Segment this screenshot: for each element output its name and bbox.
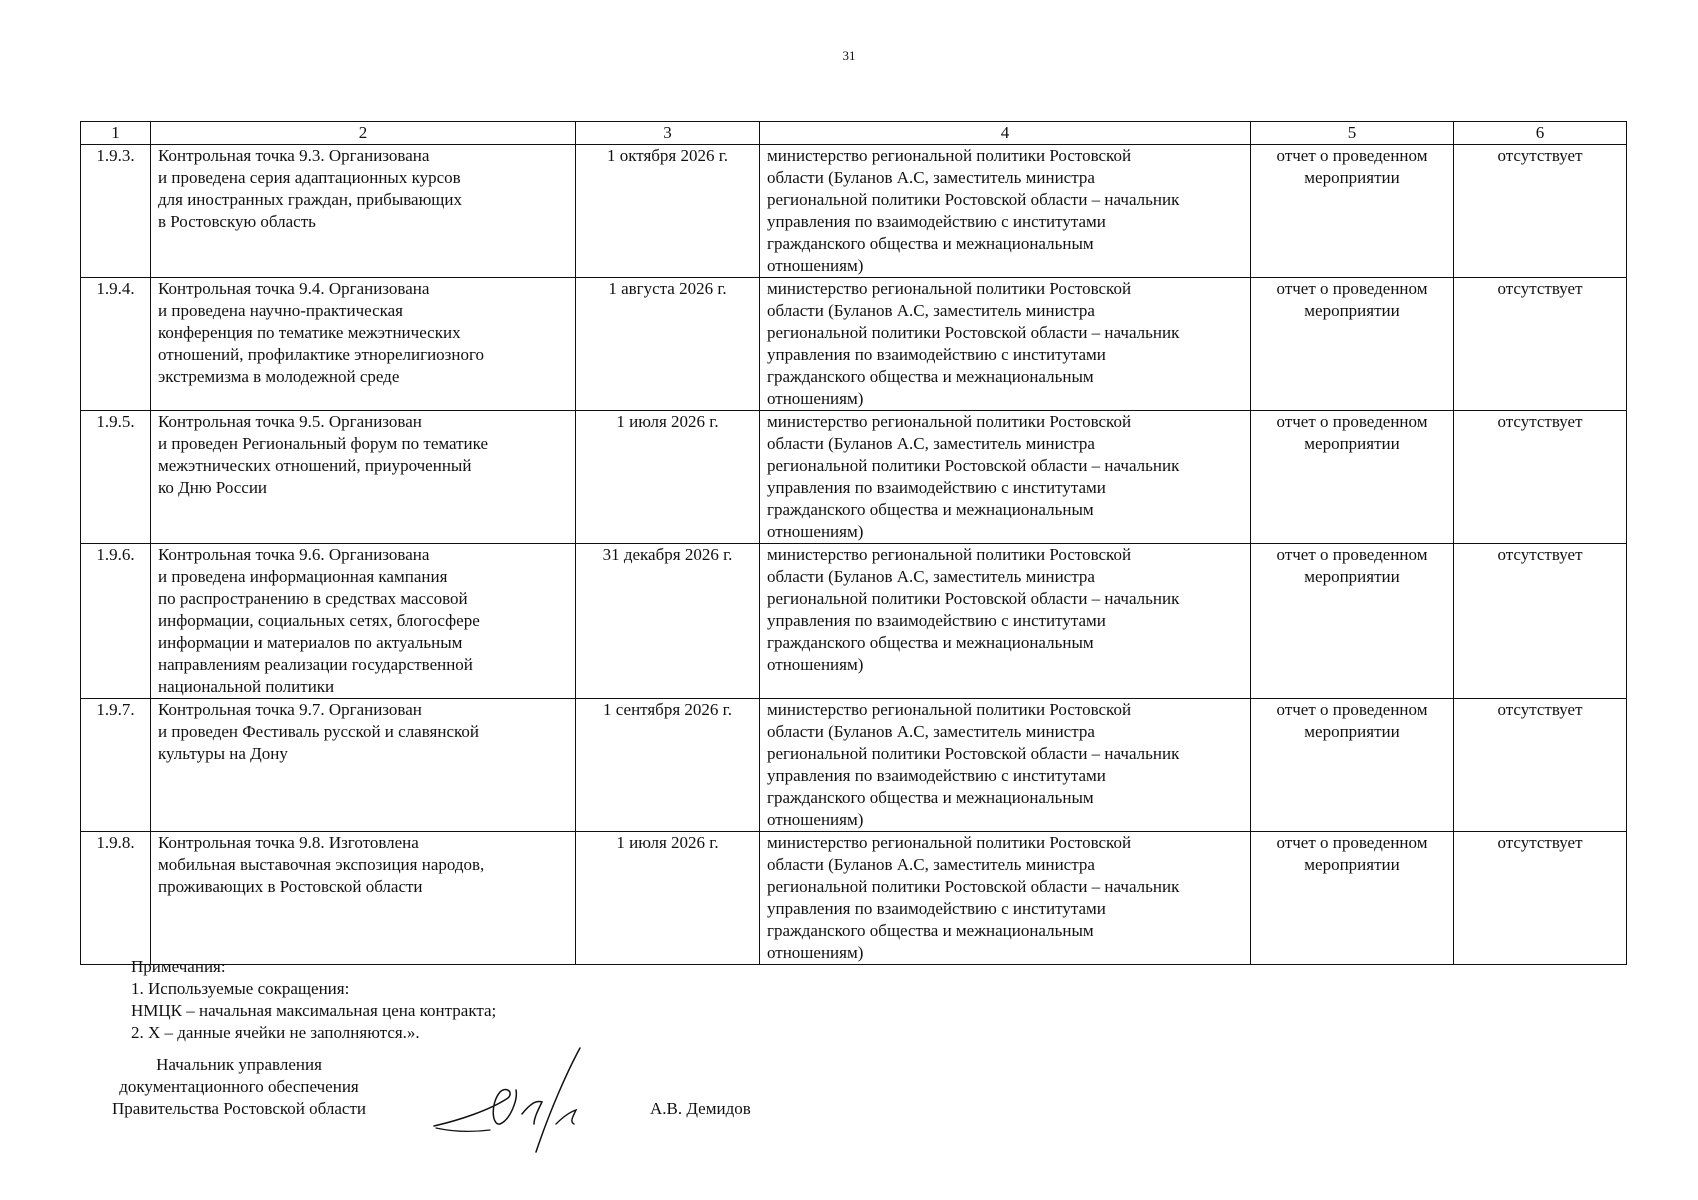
row-status: отсутствует [1454, 699, 1627, 832]
row-number: 1.9.8. [81, 832, 151, 965]
row-date: 1 августа 2026 г. [576, 278, 760, 411]
handwritten-signature [430, 1040, 650, 1160]
signer-position-line: Начальник управления [156, 1055, 322, 1074]
row-status: отсутствует [1454, 411, 1627, 544]
header-col-3: 3 [576, 122, 760, 145]
notes-line: 1. Используемые сокращения: [131, 979, 350, 998]
row-responsible: министерство региональной политики Ростовской области (Буланов А.С, заместитель министра региональной политики Ростовской области – начальник управления по взаимодействию с институтами гражданского общества и межнациональным отношениям) [760, 832, 1251, 965]
header-col-1: 1 [81, 122, 151, 145]
notes-line: НМЦК – начальная максимальная цена контракта; [131, 1001, 497, 1020]
row-date: 1 июля 2026 г. [576, 411, 760, 544]
header-col-4: 4 [760, 122, 1251, 145]
table-row [81, 145, 1627, 278]
row-number: 1.9.4. [81, 278, 151, 411]
row-description: Контрольная точка 9.6. Организована и проведена информационная кампания по распространению в средствах массовой информации, социальных сетях, блогосфере информации и материалов по актуальным направлениям реализации государственной национальной политики [151, 544, 576, 699]
row-document: отчет о проведенном мероприятии [1251, 699, 1454, 832]
header-col-2: 2 [151, 122, 576, 145]
row-responsible: министерство региональной политики Ростовской области (Буланов А.С, заместитель министра региональной политики Ростовской области – начальник управления по взаимодействию с институтами гражданского общества и межнациональным отношениям) [760, 278, 1251, 411]
row-description: Контрольная точка 9.7. Организован и проведен Фестиваль русской и славянской культуры на Дону [151, 699, 576, 832]
table-row [81, 278, 1627, 411]
row-responsible: министерство региональной политики Ростовской области (Буланов А.С, заместитель министра региональной политики Ростовской области – начальник управления по взаимодействию с институтами гражданского общества и межнациональным отношениям) [760, 411, 1251, 544]
signer-position-line: документационного обеспечения [119, 1077, 359, 1096]
row-document: отчет о проведенном мероприятии [1251, 278, 1454, 411]
row-status: отсутствует [1454, 832, 1627, 965]
notes-title: Примечания: [131, 957, 226, 976]
table-header-row [81, 122, 1627, 145]
row-description: Контрольная точка 9.8. Изготовлена мобильная выставочная экспозиция народов, проживающих в Ростовской области [151, 832, 576, 965]
row-date: 1 июля 2026 г. [576, 832, 760, 965]
table-row [81, 699, 1627, 832]
header-col-5: 5 [1251, 122, 1454, 145]
row-number: 1.9.7. [81, 699, 151, 832]
row-responsible: министерство региональной политики Ростовской области (Буланов А.С, заместитель министра региональной политики Ростовской области – начальник управления по взаимодействию с институтами гражданского общества и межнациональным отношениям) [760, 145, 1251, 278]
signer-position-line: Правительства Ростовской области [112, 1099, 366, 1118]
table-row [81, 832, 1627, 965]
row-responsible: министерство региональной политики Ростовской области (Буланов А.С, заместитель министра региональной политики Ростовской области – начальник управления по взаимодействию с институтами гражданского общества и межнациональным отношениям) [760, 699, 1251, 832]
row-document: отчет о проведенном мероприятии [1251, 832, 1454, 965]
row-date: 31 декабря 2026 г. [576, 544, 760, 699]
row-number: 1.9.6. [81, 544, 151, 699]
row-document: отчет о проведенном мероприятии [1251, 544, 1454, 699]
page-number: 31 [842, 48, 856, 63]
notes [131, 956, 496, 1044]
row-document: отчет о проведенном мероприятии [1251, 411, 1454, 544]
row-number: 1.9.3. [81, 145, 151, 278]
header-col-6: 6 [1454, 122, 1627, 145]
row-description: Контрольная точка 9.5. Организован и проведен Региональный форум по тематике межэтнических отношений, приуроченный ко Дню России [151, 411, 576, 544]
row-status: отсутствует [1454, 544, 1627, 699]
row-date: 1 октября 2026 г. [576, 145, 760, 278]
row-description: Контрольная точка 9.4. Организована и проведена научно-практическая конференция по тематике межэтнических отношений, профилактике этнорелигиозного экстремизма в молодежной среде [151, 278, 576, 411]
row-status: отсутствует [1454, 145, 1627, 278]
table-row [81, 544, 1627, 699]
signer-name: А.В. Демидов [650, 1099, 751, 1118]
notes-line: 2. Х – данные ячейки не заполняются.». [131, 1023, 420, 1042]
table-row [81, 411, 1627, 544]
row-responsible: министерство региональной политики Ростовской области (Буланов А.С, заместитель министра региональной политики Ростовской области – начальник управления по взаимодействию с институтами гражданского общества и межнациональным отношениям) [760, 544, 1251, 699]
signer-position [80, 1054, 398, 1120]
row-status: отсутствует [1454, 278, 1627, 411]
row-date: 1 сентября 2026 г. [576, 699, 760, 832]
control-points-table [80, 121, 1627, 965]
row-description: Контрольная точка 9.3. Организована и проведена серия адаптационных курсов для иностранных граждан, прибывающих в Ростовскую область [151, 145, 576, 278]
row-number: 1.9.5. [81, 411, 151, 544]
row-document: отчет о проведенном мероприятии [1251, 145, 1454, 278]
